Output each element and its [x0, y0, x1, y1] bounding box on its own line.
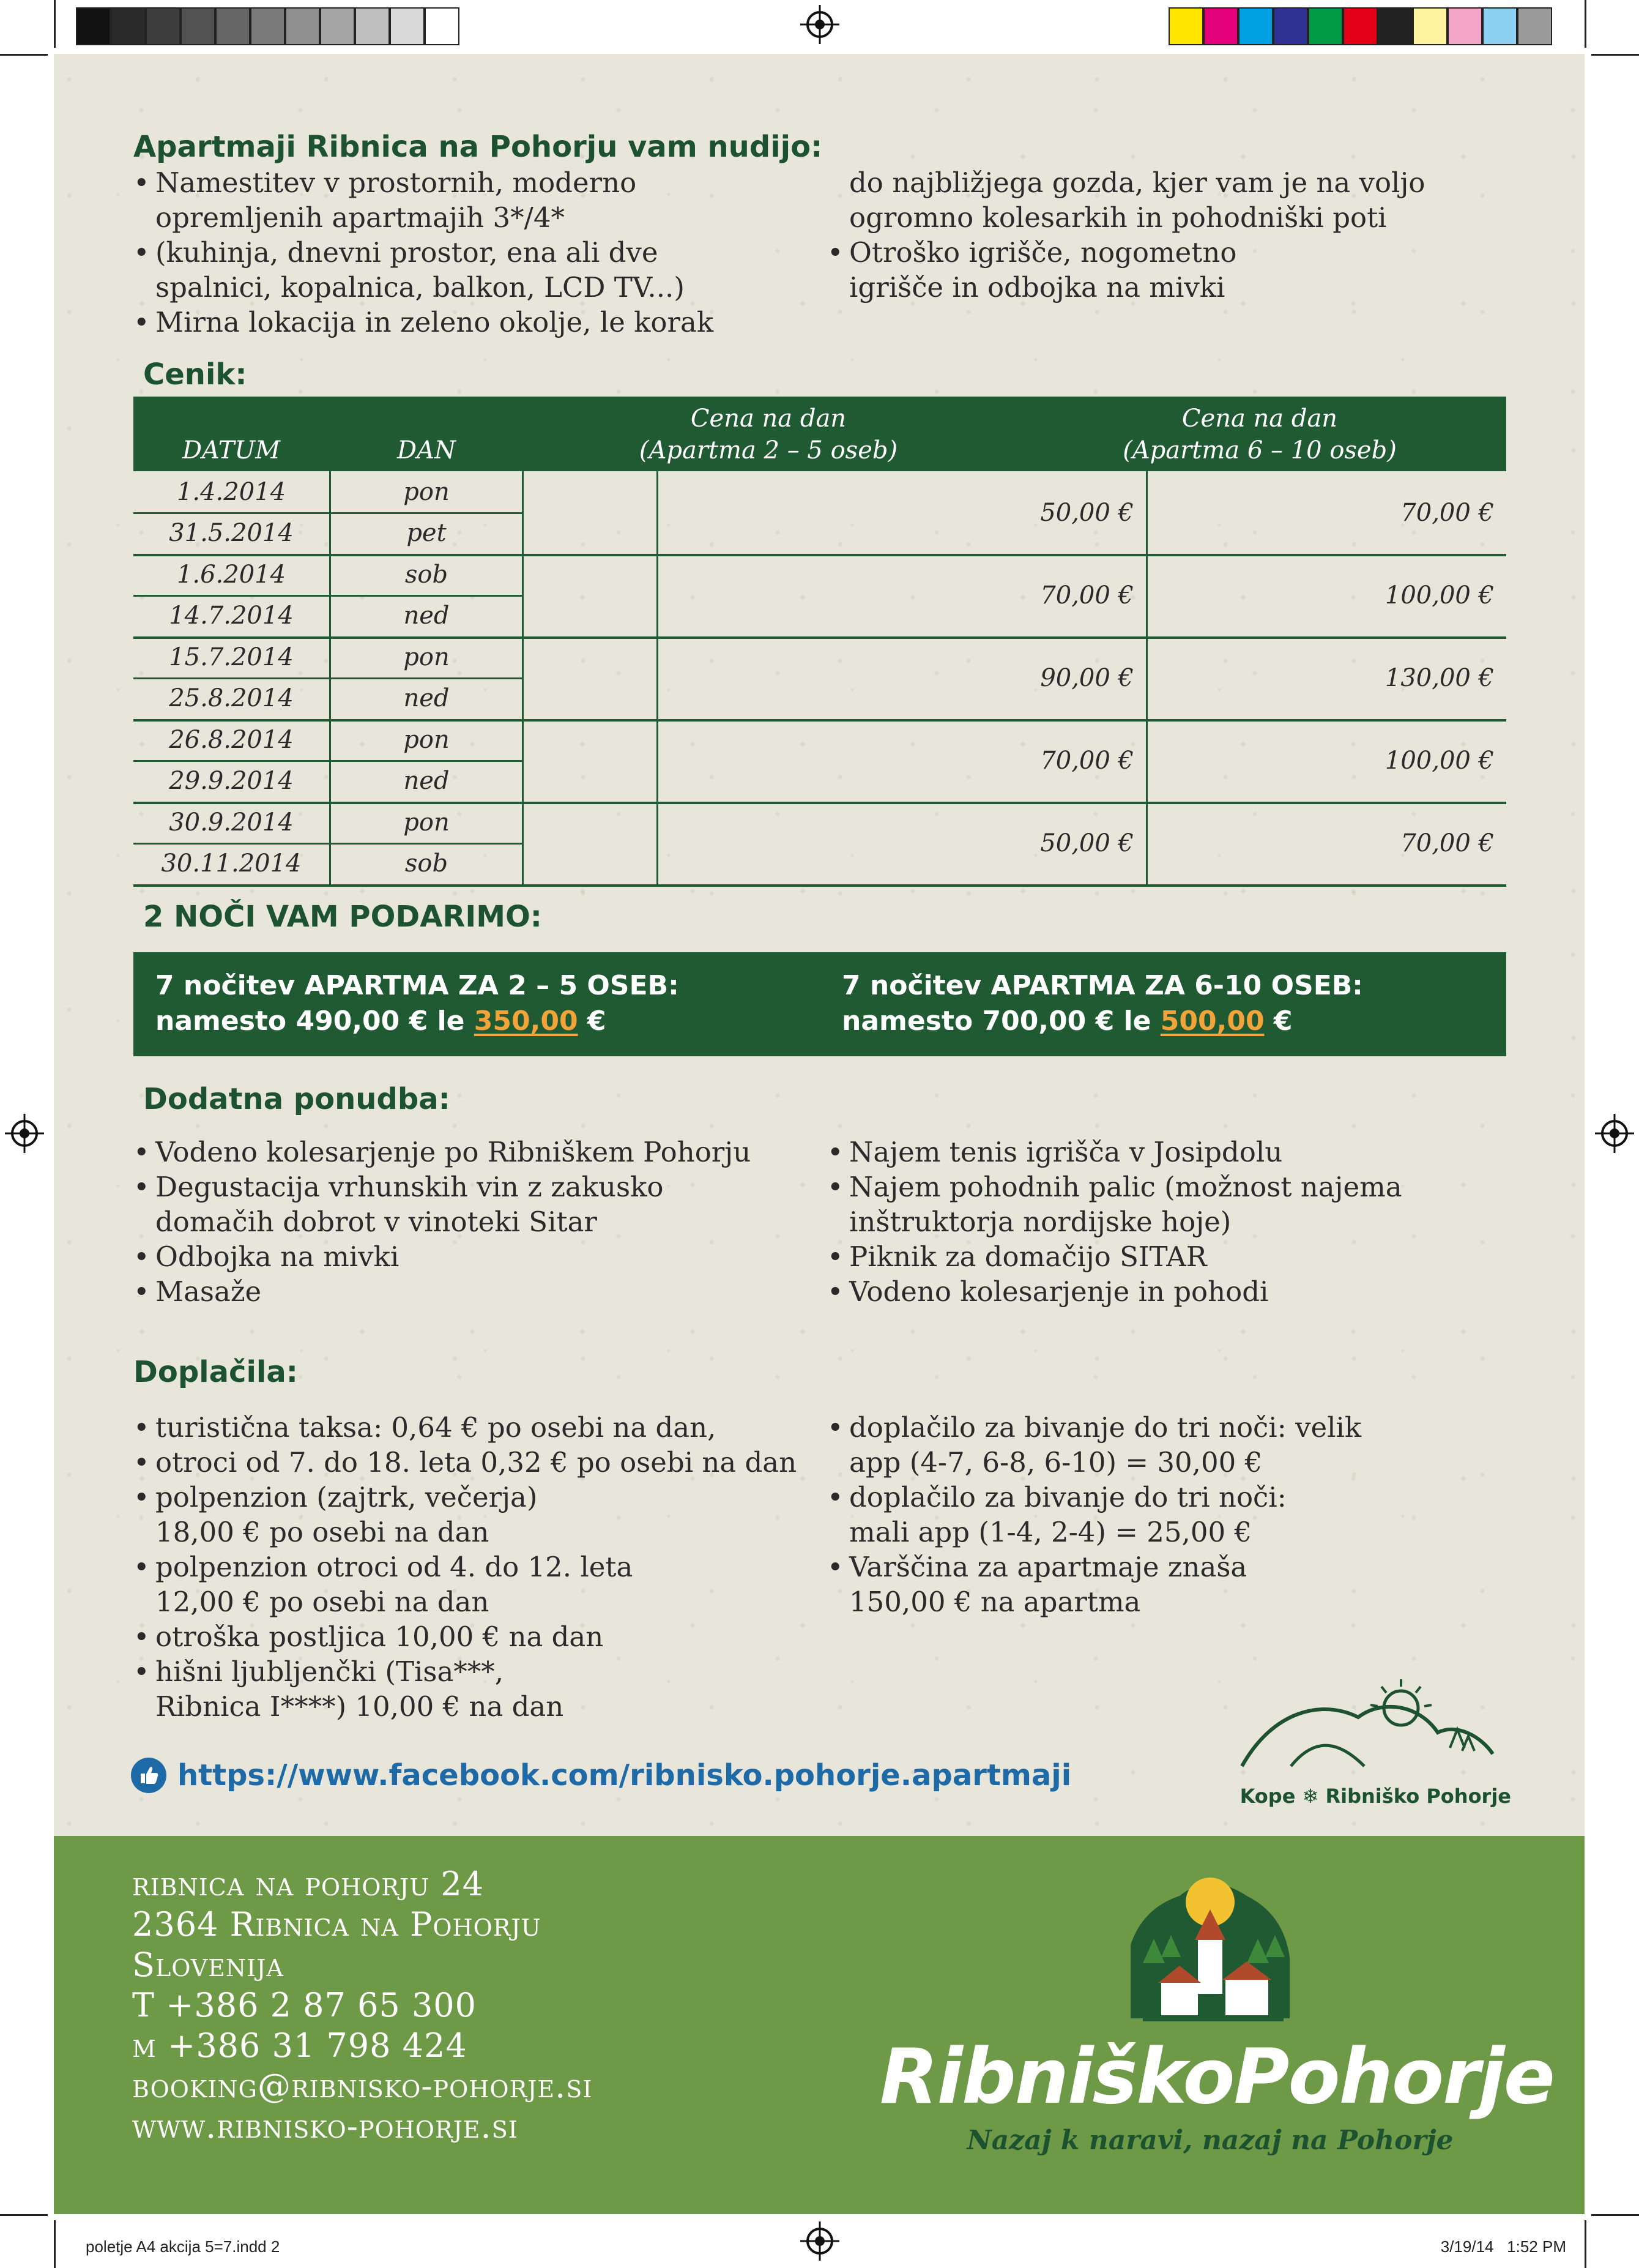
address-line: Slovenija [132, 1945, 284, 1984]
promo-small-line1: 7 nočitev APARTMA ZA 2 – 5 OSEB: [155, 970, 679, 1001]
price-period-row [133, 719, 1506, 804]
period-end-day: pet [329, 513, 524, 554]
period-start-day: pon [329, 719, 524, 761]
list-item-line: • Vodeno kolesarjenje in pohodi [849, 1275, 1269, 1308]
list-item [133, 1239, 806, 1274]
surcharges-list-right [827, 1410, 1500, 1619]
color-swatch [320, 7, 355, 45]
period-end-date: 30.11.2014 [161, 849, 302, 878]
period-end-date: 29.9.2014 [169, 767, 294, 796]
header-price-large-line1: Cena na dan [1181, 405, 1338, 433]
price-small-apartment: 70,00 € [1040, 581, 1134, 610]
price-small-apartment: 70,00 € [1040, 746, 1134, 775]
list-item [133, 1410, 819, 1445]
list-item [133, 1169, 806, 1239]
ribnisko-pohorje-logo [1106, 1859, 1314, 2049]
period-start-date: 15.7.2014 [169, 643, 294, 671]
header-price-small-line2: (Apartma 2 – 5 oseb) [639, 436, 898, 464]
list-item [827, 235, 1500, 305]
list-item [827, 1550, 1500, 1619]
pricing-title: Cenik: [143, 357, 247, 392]
header-date: DATUM [182, 436, 281, 464]
period-end-date: 14.7.2014 [169, 602, 294, 630]
promo-large-price: 500,00 [1160, 1005, 1265, 1037]
period-start-day: sob [329, 554, 524, 595]
promo-banner [133, 952, 1506, 1056]
facebook-url[interactable]: https://www.facebook.com/ribnisko.pohorje.apartmaji [177, 1758, 1072, 1792]
color-swatch [180, 7, 215, 45]
list-item-line: • doplačilo za bivanje do tri noči: velik [849, 1411, 1362, 1444]
extras-list-right [827, 1135, 1500, 1309]
list-item-line: • Piknik za domačijo SITAR [849, 1240, 1207, 1273]
list-item-line: • (kuhinja, dnevni prostor, ena ali dve [155, 236, 658, 269]
list-item-line: opremljenih apartmajih 3*/4* [155, 201, 565, 234]
color-swatch [76, 7, 111, 45]
price-table [133, 397, 1506, 884]
price-large-apartment: 130,00 € [1384, 663, 1494, 692]
list-item [133, 1274, 806, 1309]
list-item-line: • Odbojka na mivki [155, 1240, 400, 1273]
address-line: www.ribnisko-pohorje.si [132, 2107, 518, 2146]
color-swatch [1308, 7, 1343, 45]
price-large-apartment: 70,00 € [1400, 498, 1494, 527]
address-line: booking@ribnisko-pohorje.si [132, 2067, 593, 2105]
intro-list-right [827, 165, 1500, 305]
price-period-row [133, 636, 1506, 722]
promo-small-currency: € [578, 1005, 606, 1037]
list-item [827, 1169, 1500, 1239]
list-item-line: ogromno kolesarkih in pohodniški poti [849, 201, 1387, 234]
list-item [133, 1619, 819, 1654]
price-small-apartment: 50,00 € [1040, 498, 1134, 527]
period-end-day: ned [329, 678, 524, 720]
color-swatch [1378, 7, 1413, 45]
address-line: T +386 2 87 65 300 [132, 1986, 477, 2024]
period-end-date: 25.8.2014 [169, 684, 294, 713]
promo-large-currency: € [1264, 1005, 1293, 1037]
color-swatch [1169, 7, 1203, 45]
list-item-line: • Otroško igrišče, nogometno [849, 236, 1237, 269]
period-start-date: 1.6.2014 [176, 560, 286, 589]
list-item [827, 1239, 1500, 1274]
period-start-date: 26.8.2014 [169, 725, 294, 754]
list-item [133, 1480, 819, 1550]
list-item [827, 1410, 1500, 1480]
period-end-day: ned [329, 595, 524, 637]
registration-mark-left [11, 1120, 38, 1147]
surcharges-list-left [133, 1410, 819, 1724]
registration-mark-bottom [806, 2228, 833, 2255]
price-small-apartment: 90,00 € [1040, 663, 1134, 692]
list-item-line: • polpenzion (zajtrk, večerja) [155, 1481, 538, 1513]
color-swatch [390, 7, 425, 45]
color-swatch [1517, 7, 1552, 45]
list-item-line: • hišni ljubljenčki (Tisa***, [155, 1655, 504, 1688]
promo-large-apartment [842, 968, 1363, 1039]
price-period-row [133, 802, 1506, 887]
list-item-line: igrišče in odbojka na mivki [849, 271, 1225, 304]
list-item-line: app (4-7, 6-8, 6-10) = 30,00 € [849, 1446, 1263, 1479]
color-swatch [215, 7, 250, 45]
surcharges-title: Doplačila: [133, 1355, 298, 1389]
brand-name: RibniškoPohorje [880, 2033, 1554, 2121]
promo-large-line2 [842, 1004, 1363, 1039]
color-swatch [250, 7, 285, 45]
address-line: ribnica na pohorju 24 [132, 1865, 485, 1903]
list-item-line: spalnici, kopalnica, balkon, LCD TV...) [155, 271, 685, 304]
list-item-line: • Najem tenis igrišča v Josipdolu [849, 1136, 1283, 1168]
thumbs-up-icon [131, 1758, 166, 1793]
list-item [133, 305, 806, 340]
list-item [133, 235, 806, 305]
period-start-day: pon [329, 471, 524, 513]
list-item-line: • otroška postljica 10,00 € na dan [155, 1621, 604, 1653]
list-item-line: 12,00 € po osebi na dan [155, 1586, 489, 1618]
color-swatch [355, 7, 390, 45]
price-period-row [133, 471, 1506, 556]
list-item-line: • doplačilo za bivanje do tri noči: [849, 1481, 1287, 1513]
color-swatch [1448, 7, 1482, 45]
contact-address [132, 1864, 592, 2147]
price-period-row [133, 554, 1506, 639]
price-table-body [133, 471, 1506, 884]
extras-title: Dodatna ponudba: [143, 1082, 450, 1116]
row-divider [133, 677, 524, 679]
extras-list-left [133, 1135, 806, 1309]
address-line: 2364 Ribnica na Pohorju [132, 1905, 541, 1944]
mountain-sun-icon [1217, 1674, 1511, 1778]
period-end-date: 31.5.2014 [169, 519, 294, 548]
row-divider [133, 843, 524, 845]
promo-small-old: namesto 490,00 € le [155, 1005, 474, 1037]
list-item-line: inštruktorja nordijske hoje) [849, 1206, 1232, 1238]
list-item-line: 150,00 € na apartma [849, 1586, 1141, 1618]
period-start-date: 1.4.2014 [176, 477, 286, 506]
period-end-day: ned [329, 761, 524, 802]
list-item-line: • Mirna lokacija in zeleno okolje, le korak [155, 306, 714, 338]
price-table-header [133, 397, 1506, 471]
color-swatch [111, 7, 146, 45]
list-item-line: do najbližjega gozda, kjer vam je na voljo [849, 166, 1425, 199]
list-item [827, 1480, 1500, 1550]
color-swatch [1273, 7, 1308, 45]
price-small-apartment: 50,00 € [1040, 829, 1134, 857]
promo-title: 2 NOČI VAM PODARIMO: [143, 900, 542, 934]
list-item-line: • otroci od 7. do 18. leta 0,32 € po osebi na dan [155, 1446, 797, 1479]
list-item-line: • Vodeno kolesarjenje po Ribniškem Pohorju [155, 1136, 751, 1168]
color-swatch [1238, 7, 1273, 45]
price-large-apartment: 70,00 € [1400, 829, 1494, 857]
color-swatch [1203, 7, 1238, 45]
registration-mark-right [1601, 1120, 1628, 1147]
promo-large-old: namesto 700,00 € le [842, 1005, 1161, 1037]
list-item [827, 1274, 1500, 1309]
slug-timestamp: 3/19/14 1:52 PM [1440, 2237, 1566, 2256]
footer [54, 1836, 1585, 2214]
period-end-day: sob [329, 843, 524, 885]
list-item-line: 18,00 € po osebi na dan [155, 1516, 489, 1548]
list-item [133, 1135, 806, 1169]
registration-mark-top [806, 11, 833, 38]
period-start-date: 30.9.2014 [169, 808, 294, 837]
brand-slogan: Nazaj k naravi, nazaj na Pohorje [967, 2125, 1454, 2156]
row-divider [133, 595, 524, 597]
list-item [133, 165, 806, 235]
intro-list-left [133, 165, 806, 340]
list-item-line: • Masaže [155, 1275, 262, 1308]
list-item-line: • Najem pohodnih palic (možnost najema [849, 1171, 1402, 1203]
list-item [827, 165, 1500, 235]
list-item-line: • turistična taksa: 0,64 € po osebi na dan, [155, 1411, 716, 1444]
color-swatch [146, 7, 180, 45]
promo-large-line1: 7 nočitev APARTMA ZA 6-10 OSEB: [842, 970, 1363, 1001]
period-start-day: pon [329, 802, 524, 843]
header-day: DAN [397, 436, 456, 464]
promo-small-price: 350,00 [474, 1005, 578, 1037]
promo-small-apartment [155, 968, 679, 1039]
color-swatch [425, 7, 459, 45]
kope-logo-text: Kope ❄ Ribniško Pohorje [1239, 1785, 1511, 1808]
list-item-line: • Varščina za apartmaje znaša [849, 1551, 1247, 1583]
price-large-apartment: 100,00 € [1384, 746, 1494, 775]
facebook-link-row[interactable] [131, 1758, 1071, 1793]
period-start-day: pon [329, 636, 524, 678]
header-price-large-line2: (Apartma 6 – 10 oseb) [1123, 436, 1397, 464]
color-swatch [1343, 7, 1378, 45]
list-item-line: mali app (1-4, 2-4) = 25,00 € [849, 1516, 1252, 1548]
list-item [133, 1445, 819, 1480]
list-item [827, 1135, 1500, 1169]
list-item-line: • Namestitev v prostornih, moderno [155, 166, 637, 199]
kope-logo [1217, 1674, 1511, 1815]
list-item-line: • polpenzion otroci od 4. do 12. leta [155, 1551, 633, 1583]
address-line: m +386 31 798 424 [132, 2026, 467, 2065]
row-divider [133, 512, 524, 514]
color-swatch [1482, 7, 1517, 45]
list-item [133, 1550, 819, 1619]
slug-filename: poletje A4 akcija 5=7.indd 2 [86, 2237, 280, 2256]
price-large-apartment: 100,00 € [1384, 581, 1494, 610]
list-item-line: • Degustacija vrhunskih vin z zakusko [155, 1171, 664, 1203]
list-item-line: domačih dobrot v vinoteki Sitar [155, 1206, 597, 1238]
promo-small-line2 [155, 1004, 679, 1039]
color-swatch [285, 7, 320, 45]
list-item-line: Ribnica I****) 10,00 € na dan [155, 1690, 564, 1723]
village-church-icon [1106, 1859, 1314, 2049]
list-item [133, 1654, 819, 1724]
row-divider [133, 760, 524, 762]
header-price-small-line1: Cena na dan [690, 405, 847, 433]
intro-title: Apartmaji Ribnica na Pohorju vam nudijo: [133, 130, 823, 164]
color-swatch [1413, 7, 1448, 45]
